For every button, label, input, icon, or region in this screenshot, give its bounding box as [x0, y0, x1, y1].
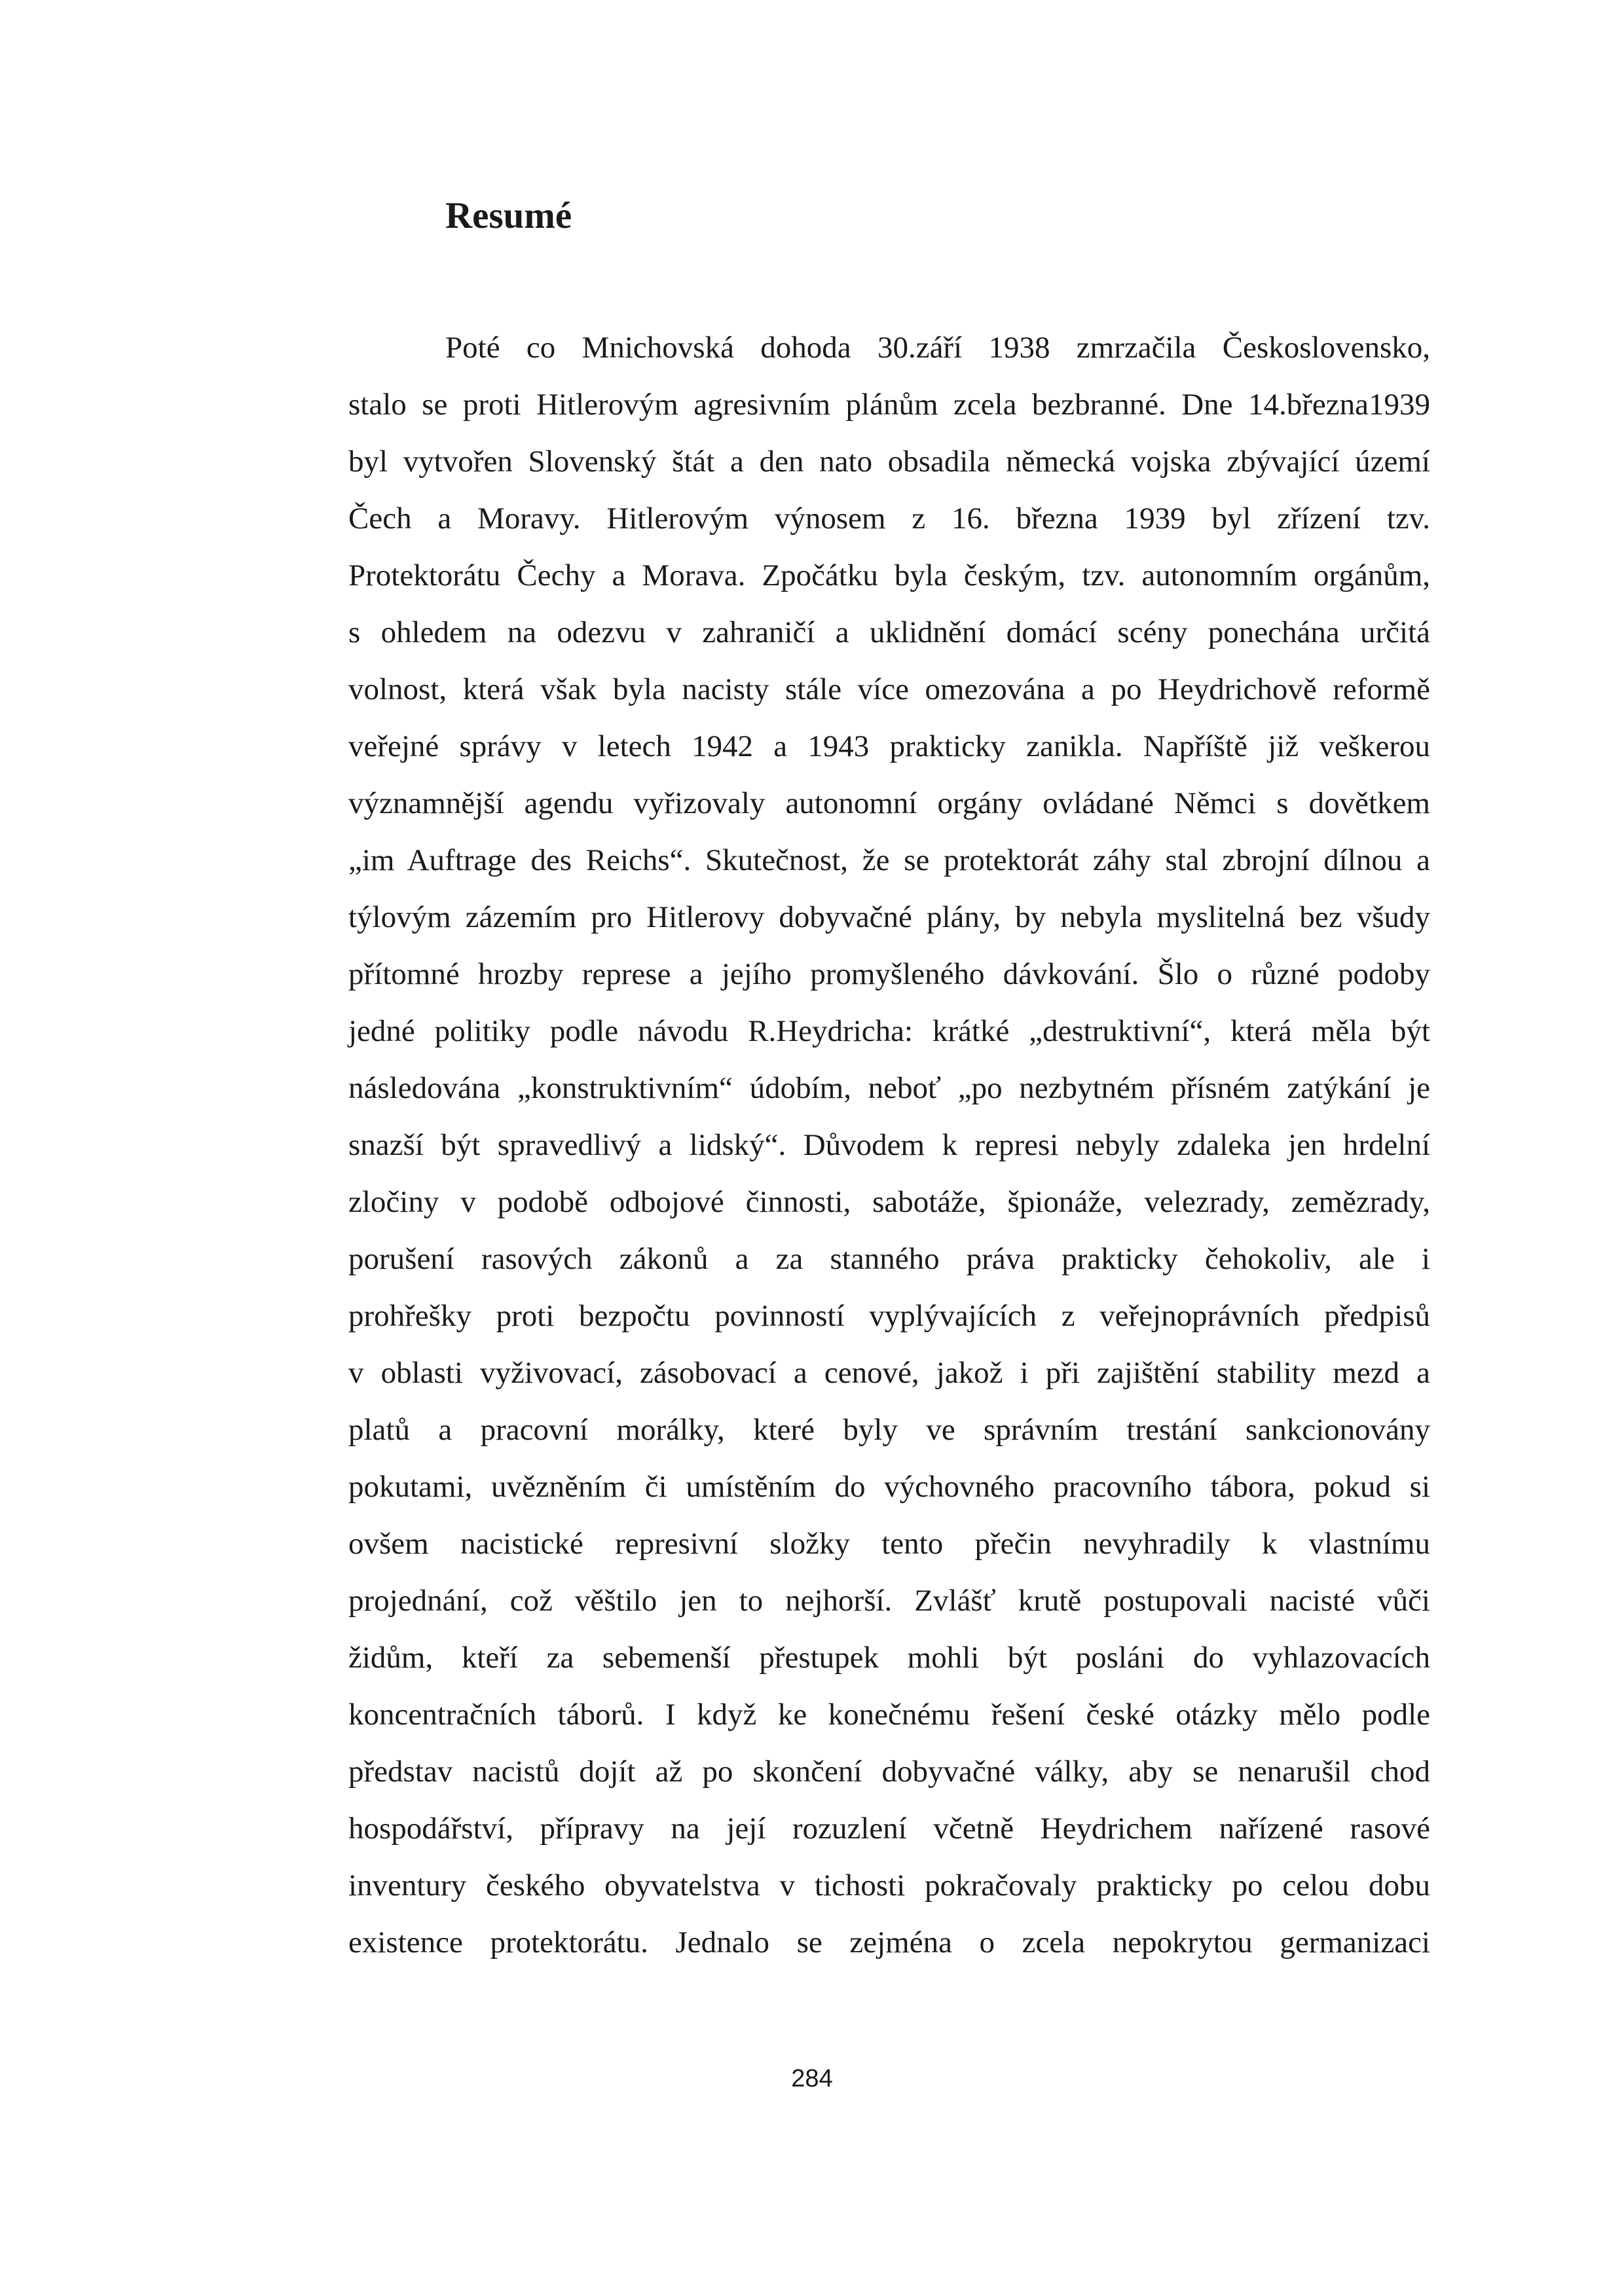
paragraph-line: přítomné hrozby represe a jejího promyšleného dávkování. Šlo o různé podoby [348, 957, 1430, 991]
paragraph-line: snazší být spravedlivý a lidský“. Důvodem k represi nebyly zdaleka jen hrdelní [348, 1128, 1430, 1162]
paragraph-line: inventury českého obyvatelstva v tichosti pokračovaly prakticky po celou dobu [348, 1868, 1430, 1903]
paragraph-line: představ nacistů dojít až po skončení dobyvačné války, aby se nenarušil chod [348, 1755, 1430, 1789]
paragraph-line: v oblasti vyživovací, zásobovací a cenové, jakož i při zajištění stability mezd a [348, 1356, 1430, 1390]
paragraph-line: pokutami, uvězněním či umístěním do výchovného pracovního tábora, pokud si [348, 1470, 1430, 1504]
paragraph-line: židům, kteří za sebemenší přestupek mohli být posláni do vyhlazovacích [348, 1641, 1430, 1675]
paragraph-line: byl vytvořen Slovenský štát a den nato obsadila německá vojska zbývající území [348, 445, 1430, 479]
paragraph-line: Protektorátu Čechy a Morava. Zpočátku byla českým, tzv. autonomním orgánům, [348, 558, 1430, 592]
section-heading: Resumé [445, 195, 572, 236]
paragraph-line: hospodářství, přípravy na její rozuzlení včetně Heydrichem nařízené rasové [348, 1812, 1430, 1846]
paragraph-line: prohřešky proti bezpočtu povinností vyplývajících z veřejnoprávních předpisů [348, 1299, 1430, 1333]
body-paragraph [348, 319, 1430, 1971]
paragraph-line: Čech a Moravy. Hitlerovým výnosem z 16. března 1939 byl zřízení tzv. [348, 501, 1430, 536]
paragraph-line: veřejné správy v letech 1942 a 1943 prakticky zanikla. Napříště již veškerou [348, 729, 1430, 763]
paragraph-line: jedné politiky podle návodu R.Heydricha: krátké „destruktivní“, která měla být [348, 1014, 1430, 1048]
paragraph-line: následována „konstruktivním“ údobím, neboť „po nezbytném přísném zatýkání je [348, 1071, 1430, 1105]
paragraph-line: existence protektorátu. Jednalo se zejména o zcela nepokrytou germanizaci [348, 1925, 1430, 1959]
paragraph-line: platů a pracovní morálky, které byly ve správním trestání sankcionovány [348, 1413, 1430, 1447]
paragraph-line: týlovým zázemím pro Hitlerovy dobyvačné plány, by nebyla myslitelná bez všudy [348, 900, 1430, 934]
paragraph-line: stalo se proti Hitlerovým agresivním plánům zcela bezbranné. Dne 14.března1939 [348, 388, 1430, 422]
paragraph-line: ovšem nacistické represivní složky tento přečin nevyhradily k vlastnímu [348, 1527, 1430, 1561]
paragraph-line: významnější agendu vyřizovaly autonomní orgány ovládané Němci s dovětkem [348, 786, 1430, 820]
paragraph-line: „im Auftrage des Reichs“. Skutečnost, že se protektorát záhy stal zbrojní dílnou a [348, 843, 1430, 877]
paragraph-line: porušení rasových zákonů a za stanného práva prakticky čehokoliv, ale i [348, 1242, 1430, 1276]
paragraph-line: Poté co Mnichovská dohoda 30.září 1938 zmrzačila Československo, [445, 331, 1430, 365]
paragraph-line: zločiny v podobě odbojové činnosti, sabotáže, špionáže, velezrady, zemězrady, [348, 1185, 1430, 1219]
paragraph-line: projednání, což věštilo jen to nejhorší. Zvlášť krutě postupovali nacisté vůči [348, 1584, 1430, 1618]
paragraph-line: volnost, která však byla nacisty stále více omezována a po Heydrichově reformě [348, 672, 1430, 706]
page-number: 284 [791, 2065, 833, 2092]
paragraph-line: s ohledem na odezvu v zahraničí a uklidnění domácí scény ponechána určitá [348, 615, 1430, 649]
paragraph-line: koncentračních táborů. I když ke konečnému řešení české otázky mělo podle [348, 1698, 1430, 1732]
